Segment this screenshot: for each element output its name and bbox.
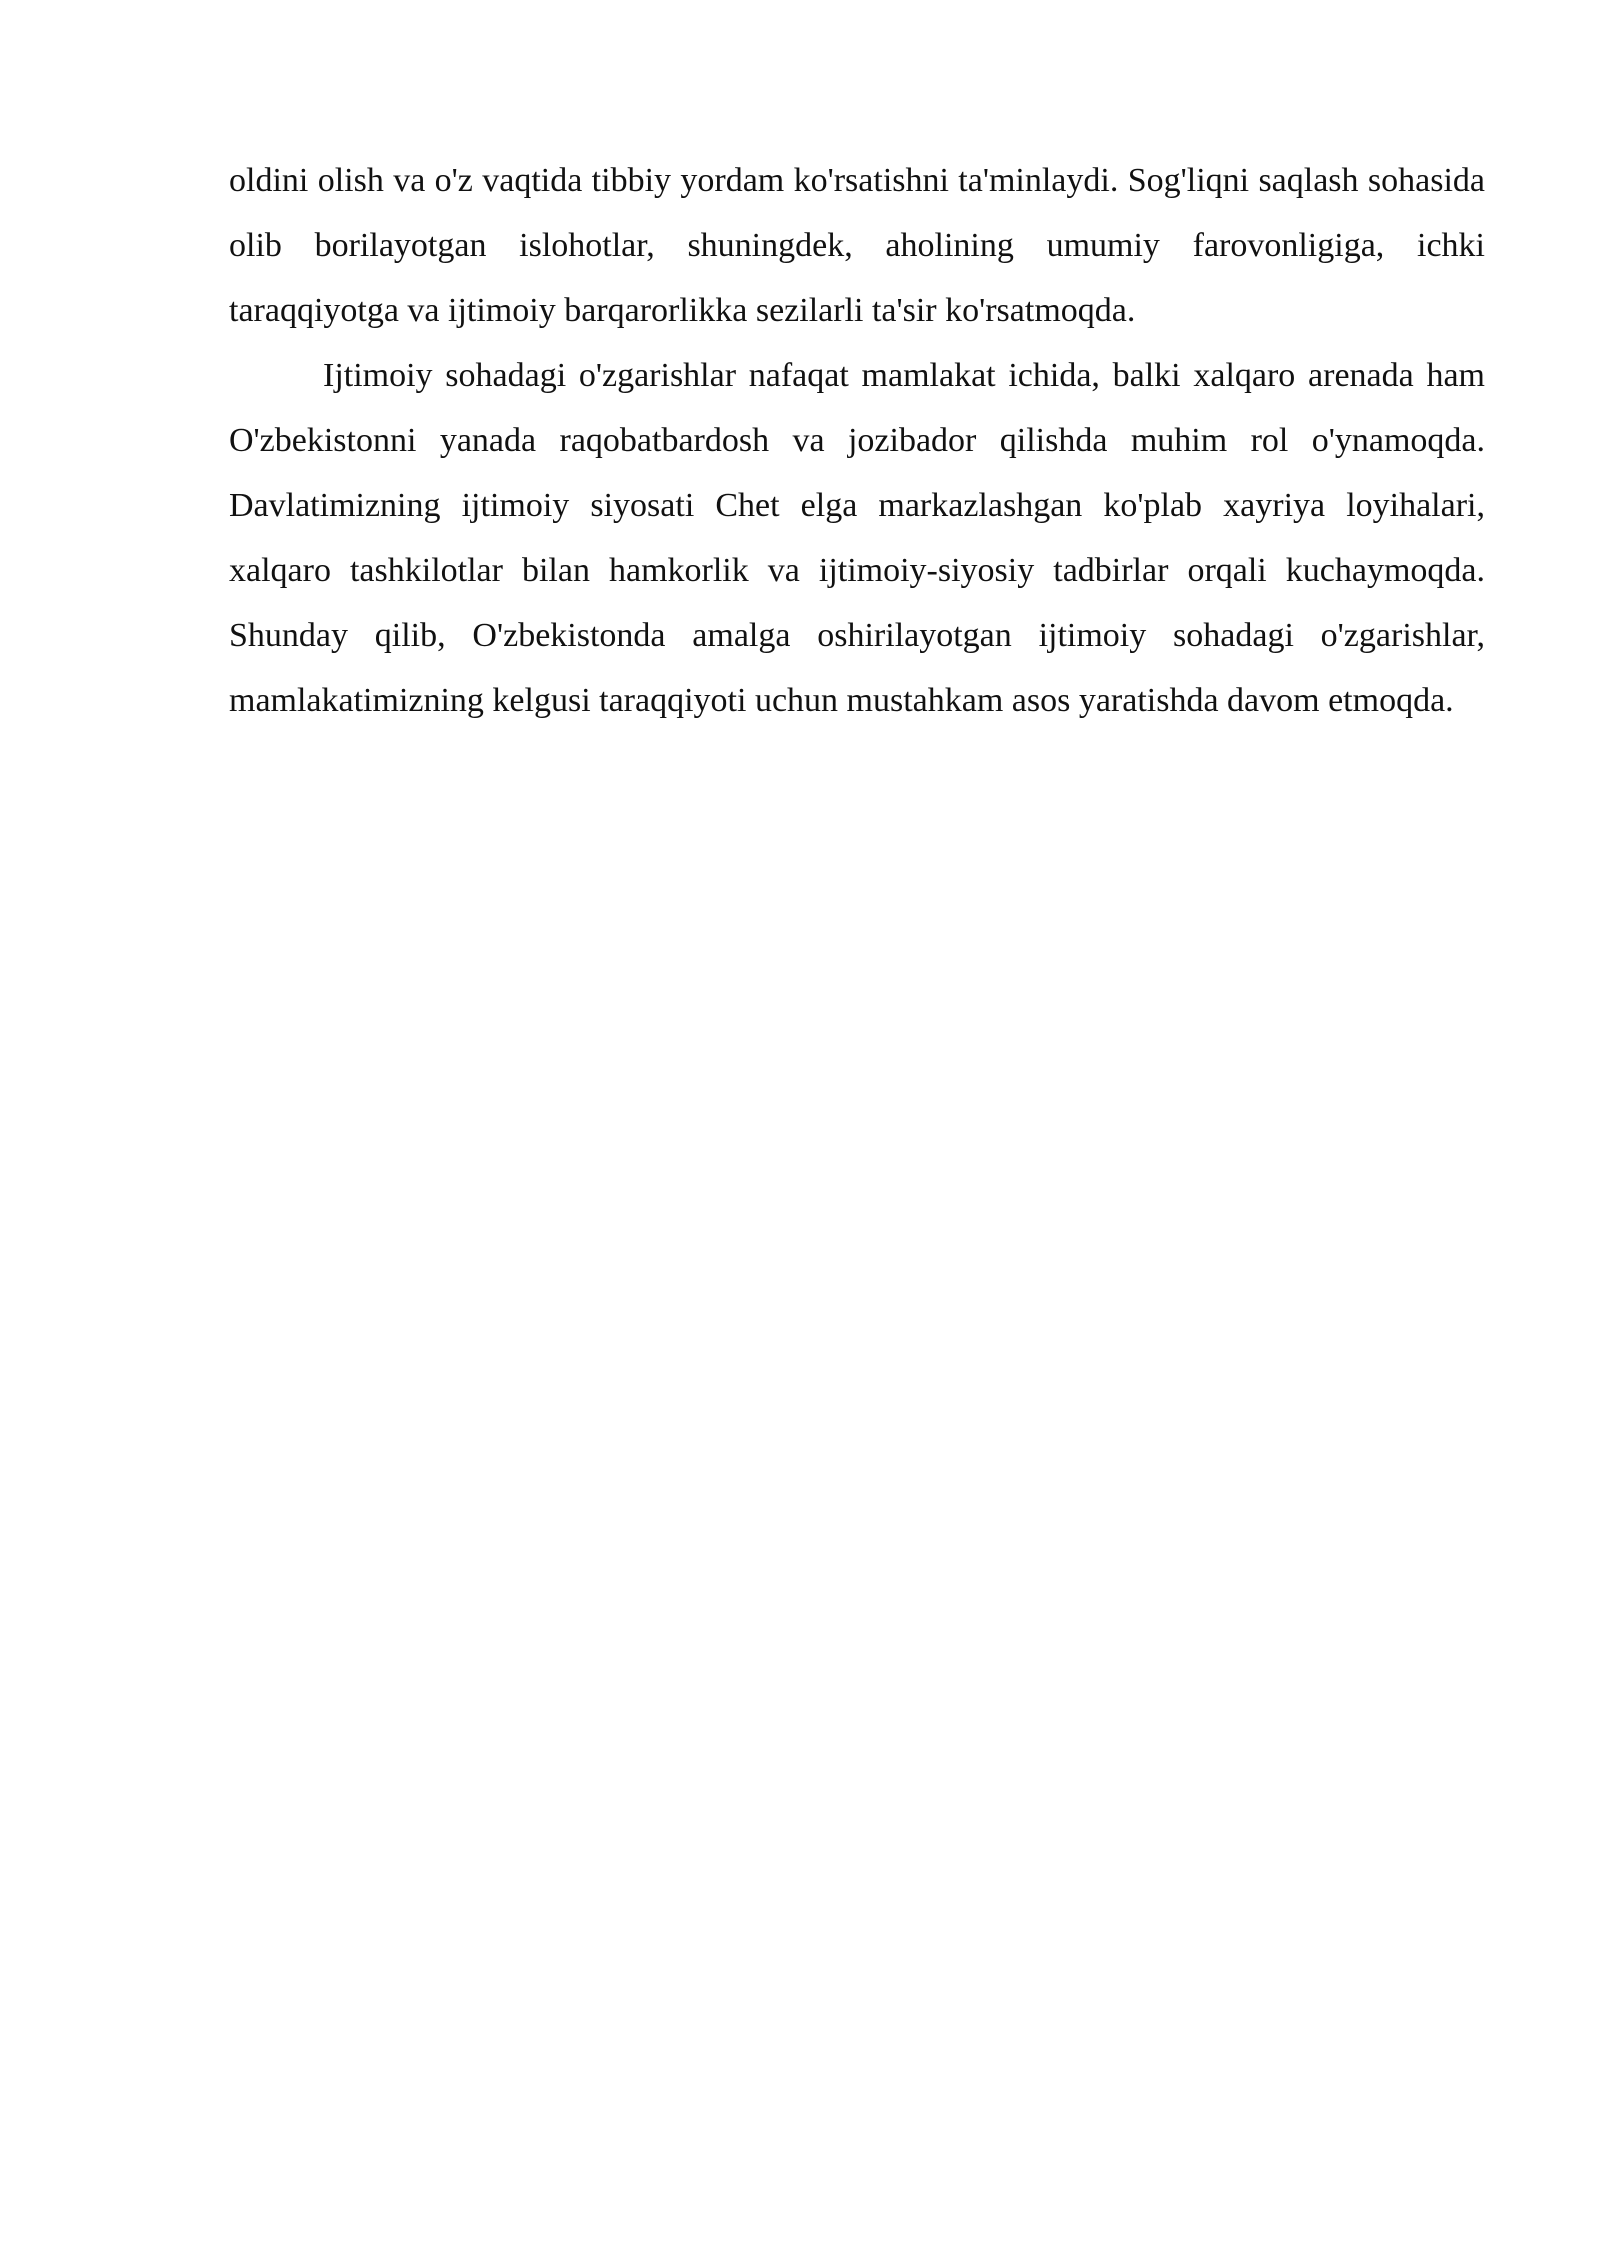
paragraph-social-changes: Ijtimoiy sohadagi o'zgarishlar nafaqat mamlakat ichida, balki xalqaro arenada ham O'zbekistonni yanada raqobatbardosh va jozibador qilishda muhim rol o'ynamoqda. Davlatimizning ijtimoiy siyosati Chet elga markazlashgan ko'plab xayriya loyihalari, xalqaro tashkilotlar bilan hamkorlik va ijtimoiy-siyosiy tadbirlar orqali kuchaymoqda. Shunday qilib, O'zbekistonda amalga oshirilayotgan ijtimoiy sohadagi o'zgarishlar, mamlakatimizning kelgusi taraqqiyoti uchun mustahkam asos yaratishda davom etmoqda. [229,357,1485,719]
document-body [229,148,1485,733]
paragraph-continued: oldini olish va o'z vaqtida tibbiy yordam ko'rsatishni ta'minlaydi. Sog'liqni saqlash sohasida olib borilayotgan islohotlar, shuningdek, aholining umumiy farovonligiga, ichki taraqqiyotga va ijtimoiy barqarorlikka sezilarli ta'sir ko'rsatmoqda. [229,162,1485,329]
